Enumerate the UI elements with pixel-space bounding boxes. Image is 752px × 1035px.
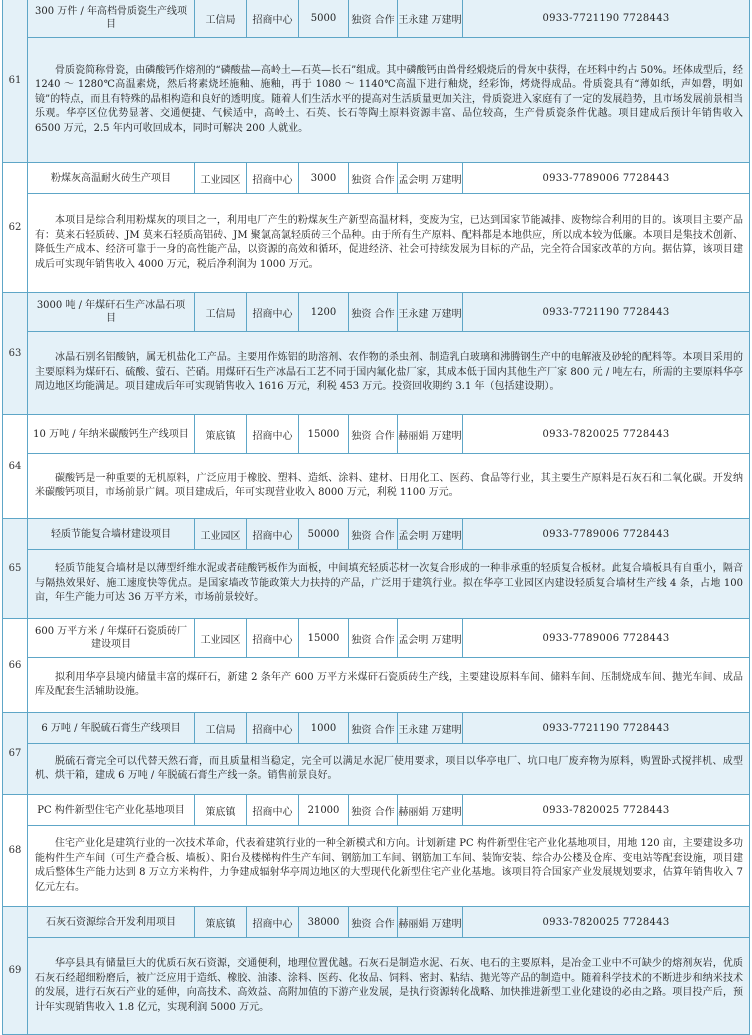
contact-people: 孟会明 万建明 (398, 163, 463, 194)
project-number: 61 (3, 0, 28, 163)
project-description-row (3, 938, 750, 1035)
contact-phone: 0933-7789006 7728443 (463, 163, 750, 194)
cooperation-mode: 独资 合作 (349, 519, 398, 550)
responsible-unit: 策底镇 (195, 415, 247, 454)
investment-amount: 15000 (299, 619, 349, 658)
contact-office: 招商中心 (247, 795, 299, 826)
project-name: 6 万吨 / 年脱硫石膏生产线项目 (28, 713, 195, 744)
project-description: 碳酸钙是一种重要的无机原料，广泛应用于橡胶、塑料、造纸、涂料、建材、日用化工、医药、食品等行业，其主要生产原料是石灰石和二氧化碳。开发纳米碳酸钙项目，市场前景广阔。项目建成后，年可实现营业收入 8000 万元，利税 1100 万元。 (28, 454, 750, 519)
contact-phone: 0933-7820025 7728443 (463, 795, 750, 826)
responsible-unit: 工信局 (195, 293, 247, 332)
contact-people: 王永建 万建明 (398, 713, 463, 744)
project-number: 64 (3, 415, 28, 519)
investment-amount: 15000 (299, 415, 349, 454)
project-description: 华亭县具有储量巨大的优质石灰石资源，交通便利，地理位置优越。石灰石是制造水泥、石灰、电石的主要原料，是冶金工业中不可缺少的熔剂灰岩，优质石灰石经超细粉磨后，被广泛应用于造纸、橡胶、油漆、涂料、医药、化妆品、饲料、密封、粘结、抛光等产品的制造中。随着科学技术的不断进步和纳米技术的发展，进行石灰石产业的延伸，向高技术、高效益、高附加值的下游产业发展，是执行资源转化战略、加快推进新型工业化建设的必由之路。项目投产后，预计年实现销售收入 1.8 亿元，实现利润 5000 万元。 (28, 938, 750, 1035)
cooperation-mode: 独资 合作 (349, 795, 398, 826)
responsible-unit: 工业园区 (195, 519, 247, 550)
cooperation-mode: 独资 合作 (349, 0, 398, 38)
project-header-row (3, 795, 750, 826)
project-number: 66 (3, 619, 28, 713)
project-header-row (3, 619, 750, 658)
project-description-row (3, 744, 750, 795)
cooperation-mode: 独资 合作 (349, 713, 398, 744)
contact-office: 招商中心 (247, 163, 299, 194)
responsible-unit: 工信局 (195, 713, 247, 744)
project-name: 轻质节能复合墙材建设项目 (28, 519, 195, 550)
project-name: 10 万吨 / 年纳米碳酸钙生产线项目 (28, 415, 195, 454)
cooperation-mode: 独资 合作 (349, 163, 398, 194)
contact-office: 招商中心 (247, 293, 299, 332)
responsible-unit: 工信局 (195, 0, 247, 38)
project-number: 62 (3, 163, 28, 293)
investment-amount: 50000 (299, 519, 349, 550)
project-name: PC 构件新型住宅产业化基地项目 (28, 795, 195, 826)
investment-amount: 38000 (299, 907, 349, 938)
project-number: 67 (3, 713, 28, 795)
contact-people: 赫丽娟 万建明 (398, 907, 463, 938)
project-header-row (3, 293, 750, 332)
project-name: 石灰石资源综合开发利用项目 (28, 907, 195, 938)
project-header-row (3, 519, 750, 550)
contact-phone: 0933-7820025 7728443 (463, 415, 750, 454)
project-description: 脱硫石膏完全可以代替天然石膏，而且质量相当稳定，完全可以满足水泥厂使用要求，项目以华亭电厂、坑口电厂废弃物为原料，购置卧式搅拌机、成型机、烘干箱，建成 6 万吨 / 年脱硫石膏生产线一条。销售前景良好。 (28, 744, 750, 795)
project-header-row (3, 0, 750, 38)
project-header-row (3, 713, 750, 744)
contact-phone: 0933-7721190 7728443 (463, 0, 750, 38)
contact-phone: 0933-7721190 7728443 (463, 293, 750, 332)
project-description-row (3, 550, 750, 619)
cooperation-mode: 独资 合作 (349, 907, 398, 938)
contact-phone: 0933-7789006 7728443 (463, 519, 750, 550)
contact-people: 孟会明 万建明 (398, 519, 463, 550)
project-name: 300 万件 / 年高档骨质瓷生产线项目 (28, 0, 195, 38)
investment-amount: 1000 (299, 713, 349, 744)
project-description: 住宅产业化是建筑行业的一次技术革命，代表着建筑行业的一种全新模式和方向。计划新建 PC 构件新型住宅产业化基地项目，用地 120 亩，主要建设多功能构件生产车间（可生产叠合板、墙板）、阳台及楼梯构件生产车间、钢筋加工车间、钢筋加工车间、装饰安装、综合办公楼及仓库、变电站等配套设施，项目建成后整体生产能力达到 8 万立方米构件，力争建成辐射华亭周边地区的大型现代化新型住宅产业化基地。该项目符合国家产业发展规划要求，估算年销售收入 7 亿元左右。 (28, 826, 750, 907)
project-description: 轻质节能复合墙材是以薄型纤维水泥或者硅酸钙板作为面板，中间填充轻质芯材一次复合形成的一种非承重的轻质复合板材。此复合墙板具有自重小，隔音与隔热效果好、施工速度快等优点。是国家墙改节能政策大力扶持的产品，广泛用于建筑行业。拟在华亭工业园区内建设轻质复合墙材生产线 4 条，占地 100 亩，年生产能力可达 36 万平方米，市场前景较好。 (28, 550, 750, 619)
contact-office: 招商中心 (247, 0, 299, 38)
project-name: 600 万平方米 / 年煤矸石瓷质砖厂建设项目 (28, 619, 195, 658)
investment-amount: 1200 (299, 293, 349, 332)
project-description-row (3, 454, 750, 519)
contact-office: 招商中心 (247, 415, 299, 454)
investment-amount: 21000 (299, 795, 349, 826)
contact-people: 赫丽娟 万建明 (398, 415, 463, 454)
cooperation-mode: 独资 合作 (349, 293, 398, 332)
contact-office: 招商中心 (247, 519, 299, 550)
project-name: 3000 吨 / 年煤矸石生产冰晶石项目 (28, 293, 195, 332)
project-description: 拟利用华亭县境内储量丰富的煤矸石，新建 2 条年产 600 万平方米煤矸石瓷质砖生产线，主要建设原料车间、储料车间、压制烧成车间、抛光车间、成品库及配套生活辅助设施。 (28, 658, 750, 713)
responsible-unit: 策底镇 (195, 795, 247, 826)
project-description-row (3, 332, 750, 415)
contact-phone: 0933-7820025 7728443 (463, 907, 750, 938)
project-number: 63 (3, 293, 28, 415)
project-number: 65 (3, 519, 28, 619)
cooperation-mode: 独资 合作 (349, 415, 398, 454)
cooperation-mode: 独资 合作 (349, 619, 398, 658)
contact-office: 招商中心 (247, 619, 299, 658)
responsible-unit: 工业园区 (195, 619, 247, 658)
contact-phone: 0933-7789006 7728443 (463, 619, 750, 658)
contact-people: 王永建 万建明 (398, 293, 463, 332)
project-description-row (3, 194, 750, 293)
project-description: 本项目是综合利用粉煤灰的项目之一，利用电厂产生的粉煤灰生产新型高温材料，变废为宝，已达到国家节能减排、废物综合利用的目的。该项目主要产品有：莫来石轻质砖、JM 莫来石轻质高铝砖、JM 聚氯高氯轻质砖三个品种。由于所有生产原料、配料都是本地供应，所以成本较为低廉。本项目是集技术创新、降低生产成本、经济可靠于一身的高性能产品，以资源的高效和循环，促进经济、社会可持续发展为目标的产品，完全符合国家改革的方向。据估算，该项目建成后可实现年销售收入 4000 万元，税后净利润为 1000 万元。 (28, 194, 750, 293)
project-header-row (3, 163, 750, 194)
project-number: 69 (3, 907, 28, 1035)
responsible-unit: 策底镇 (195, 907, 247, 938)
project-header-row (3, 907, 750, 938)
project-header-row (3, 415, 750, 454)
project-description-row (3, 38, 750, 163)
project-description: 冰晶石别名铝酸钠，属无机盐化工产品。主要用作炼铝的助溶剂、农作物的杀虫剂、制造乳白玻璃和沸腾钢生产中的电解液及砂轮的配料等。本项目采用的主要原料为煤矸石、硫酸、萤石、芒硝。用煤矸石生产冰晶石工艺不同于国内氟化盐厂家，其成本低于国内其他生产厂家 800 元 / 吨左右，所需的主要原料华亭周边地区均能满足。项目建成后年可实现销售收入 1616 万元，利税 453 万元。投资回收期约 3.1 年（包括建设期）。 (28, 332, 750, 415)
project-description-row (3, 826, 750, 907)
contact-phone: 0933-7721190 7728443 (463, 713, 750, 744)
investment-amount: 5000 (299, 0, 349, 38)
contact-office: 招商中心 (247, 713, 299, 744)
responsible-unit: 工业园区 (195, 163, 247, 194)
contact-people: 赫丽娟 万建明 (398, 795, 463, 826)
project-name: 粉煤灰高温耐火砖生产项目 (28, 163, 195, 194)
project-number: 68 (3, 795, 28, 907)
investment-amount: 3000 (299, 163, 349, 194)
contact-people: 孟会明 万建明 (398, 619, 463, 658)
contact-people: 王永建 万建明 (398, 0, 463, 38)
project-description: 骨质瓷简称骨瓷，由磷酸钙作熔剂的“磷酸盐—高岭土—石英—长石”组成。其中磷酸钙由兽骨经煅烧后的骨灰中获得，在坯料中约占 50%。坯体成型后，经 1240 ～ 1280℃高温素烧，然后将素烧坯施釉、施釉，再于 1080 ～ 1140℃高温下进行釉烧，经彩饰，烤烧得成品。骨质瓷具有“薄如纸，声如磬，明如镜”的特点，而且有特殊的晶相构造和良好的透明度。随着人们生活水平的提高对生活质量更加关注，骨质瓷进入家庭有了一定的发展趋势，且市场发展前景相当乐观。华亭区位优势显著、交通便捷、气候适中，高岭土、石英、长石等陶土原料资源丰富、品位较高，生产骨质瓷条件优越。项目建成后预计年销售收入 6500 万元，2.5 年内可收回成本，同时可解决 200 人就业。 (28, 38, 750, 163)
project-table (2, 0, 750, 1035)
project-description-row (3, 658, 750, 713)
contact-office: 招商中心 (247, 907, 299, 938)
